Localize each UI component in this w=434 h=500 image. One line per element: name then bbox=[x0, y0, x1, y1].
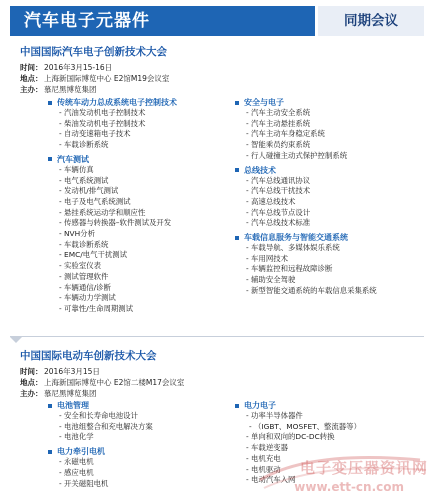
topic-item: - 电池组整合和充电解决方案 bbox=[59, 422, 153, 433]
conference-1-title: 中国国际汽车电子创新技术大会 bbox=[20, 46, 167, 58]
category-label: 电力电子 bbox=[244, 401, 276, 410]
conference-2-info bbox=[20, 348, 184, 399]
bullet-icon bbox=[235, 236, 239, 240]
topic-item: - 新型智能交通系统的车载信息采集系统 bbox=[246, 286, 377, 297]
bullet-icon bbox=[235, 404, 239, 408]
category-label: 电力牵引电机 bbox=[57, 447, 105, 457]
bullet-icon bbox=[48, 404, 52, 408]
topic-item: - NVH分析 bbox=[59, 229, 177, 240]
topic-item: - 车辆通信/诊断 bbox=[59, 283, 177, 294]
place-row bbox=[20, 73, 169, 84]
category-label: 汽车测试 bbox=[57, 154, 89, 164]
watermark-url: www.ett-cn.com bbox=[294, 480, 404, 494]
topic-item: - 辅助安全驾驶 bbox=[246, 275, 377, 286]
topic-item: - 电机充电 bbox=[246, 454, 361, 465]
time-row bbox=[20, 366, 184, 377]
topic-item: - 测试管理软件 bbox=[59, 272, 177, 283]
topic-item: - 感应电机 bbox=[59, 468, 153, 479]
topic-item: - 汽车总线通讯协议 bbox=[246, 176, 377, 187]
topic-item: - 汽油发动机电子控制技术 bbox=[59, 108, 177, 119]
topic-item: - 柴油发动机电子控制技术 bbox=[59, 119, 177, 130]
topic-item: - 行人碰撞主动式保护控制系统 bbox=[246, 151, 377, 162]
bullet-icon bbox=[235, 168, 239, 172]
conference-2-title: 中国国际电动车创新技术大会 bbox=[20, 350, 157, 362]
bullet-icon bbox=[48, 101, 52, 105]
bullet-icon bbox=[48, 450, 52, 454]
topic-item: - 汽车主动安全系统 bbox=[246, 108, 377, 119]
topic-item: - 车辆动力学测试 bbox=[59, 293, 177, 304]
topic-item: - 悬挂系统运动学和顺应性 bbox=[59, 208, 177, 219]
place-row bbox=[20, 377, 184, 388]
topic-item: - 汽车主动车身稳定系统 bbox=[246, 129, 377, 140]
side-title: 同期会议 bbox=[318, 6, 424, 36]
host-row bbox=[20, 388, 184, 399]
category-label: 车载信息服务与智能交通系统 bbox=[244, 233, 348, 243]
topic-item: - 车载诊断系统 bbox=[59, 140, 177, 151]
topic-item: - 车载逆变器 bbox=[246, 443, 361, 454]
topic-category bbox=[48, 400, 153, 411]
host-row bbox=[20, 84, 169, 95]
topic-item: - 发动机/排气测试 bbox=[59, 186, 177, 197]
topic-item: - 车辆监控和远程故障诊断 bbox=[246, 264, 377, 275]
topic-item-note: - （IGBT、MOSFET、整流器等） bbox=[246, 422, 361, 433]
topic-item: - 汽车总线节点设计 bbox=[246, 208, 377, 219]
time-label: 时间： bbox=[20, 367, 43, 376]
host-label: 主办： bbox=[20, 85, 43, 94]
topic-item: - 安全和长寿命电池设计 bbox=[59, 411, 153, 422]
time-value: 2016年3月15日 bbox=[44, 367, 100, 376]
topic-item: - 汽车总线技术标准 bbox=[246, 218, 377, 229]
topic-item: - 电池化学 bbox=[59, 432, 153, 443]
topic-item: - 车载导航、多媒体娱乐系统 bbox=[246, 243, 377, 254]
category-label: 安全与电子 bbox=[244, 98, 284, 107]
topic-item: - 汽车主动悬挂系统 bbox=[246, 119, 377, 130]
divider-arrow-icon bbox=[10, 337, 22, 343]
watermark-text: 电子变压器资讯网 bbox=[299, 459, 428, 477]
topic-item: - 电动汽车入网 bbox=[246, 475, 361, 486]
section-divider bbox=[10, 336, 424, 337]
topic-category bbox=[48, 97, 177, 108]
time-label: 时间： bbox=[20, 63, 43, 72]
place-value: 上海新国际博览中心 E2馆M19会议室 bbox=[44, 74, 170, 83]
host-label: 主办： bbox=[20, 389, 43, 398]
topic-item: - 电气系统测试 bbox=[59, 176, 177, 187]
topic-category bbox=[235, 165, 377, 176]
topic-category bbox=[235, 232, 377, 243]
topic-item: - EMC/电气干扰测试 bbox=[59, 250, 177, 261]
category-label: 总线技术 bbox=[244, 165, 276, 175]
topic-item: - 车用网技术 bbox=[246, 254, 377, 265]
topic-item: - 可靠性/生命周期测试 bbox=[59, 304, 177, 315]
topic-item: - 功率半导体器件 bbox=[246, 411, 361, 422]
topic-category bbox=[48, 446, 153, 457]
header-bar bbox=[10, 6, 424, 36]
place-value: 上海新国际博览中心 E2馆二楼M17会议室 bbox=[44, 378, 185, 387]
conference-1-info bbox=[20, 44, 169, 95]
topic-item: - 单向和双向的DC-DC转换 bbox=[246, 432, 361, 443]
topic-item: - 高速总线技术 bbox=[246, 197, 377, 208]
conference-2-left-topics bbox=[48, 400, 153, 489]
topic-item: - 传感器与转换器–软件测试及开发 bbox=[59, 218, 177, 229]
topic-category bbox=[235, 400, 361, 411]
time-value: 2016年3月15-16日 bbox=[44, 63, 113, 72]
conference-1-right-topics bbox=[235, 97, 377, 297]
topic-item: - 永磁电机 bbox=[59, 457, 153, 468]
bullet-icon bbox=[235, 101, 239, 105]
place-label: 地点： bbox=[20, 74, 43, 83]
conference-1-left-topics bbox=[48, 97, 177, 315]
topic-item: - 自动变速箱电子技术 bbox=[59, 129, 177, 140]
category-label: 电池管理 bbox=[57, 401, 89, 410]
topic-category bbox=[48, 154, 177, 165]
page-title: 汽车电子元器件 bbox=[10, 6, 315, 36]
topic-item: - 电子及电气系统测试 bbox=[59, 197, 177, 208]
topic-category bbox=[235, 97, 377, 108]
host-value: 慕尼黑博览集团 bbox=[44, 389, 97, 398]
category-label: 传统车动力总成系统电子控制技术 bbox=[57, 98, 177, 107]
bullet-icon bbox=[48, 157, 52, 161]
time-row bbox=[20, 62, 169, 73]
topic-item: - 汽车总线干扰技术 bbox=[246, 186, 377, 197]
topic-item: - 电机驱动 bbox=[246, 465, 361, 476]
host-value: 慕尼黑博览集团 bbox=[44, 85, 97, 94]
topic-item: - 实验室仪表 bbox=[59, 261, 177, 272]
topic-item: - 开关磁阻电机 bbox=[59, 479, 153, 490]
topic-item: - 车载诊断系统 bbox=[59, 240, 177, 251]
topic-item: - 车辆仿真 bbox=[59, 165, 177, 176]
place-label: 地点： bbox=[20, 378, 43, 387]
topic-item: - 智能乘员约束系统 bbox=[246, 140, 377, 151]
